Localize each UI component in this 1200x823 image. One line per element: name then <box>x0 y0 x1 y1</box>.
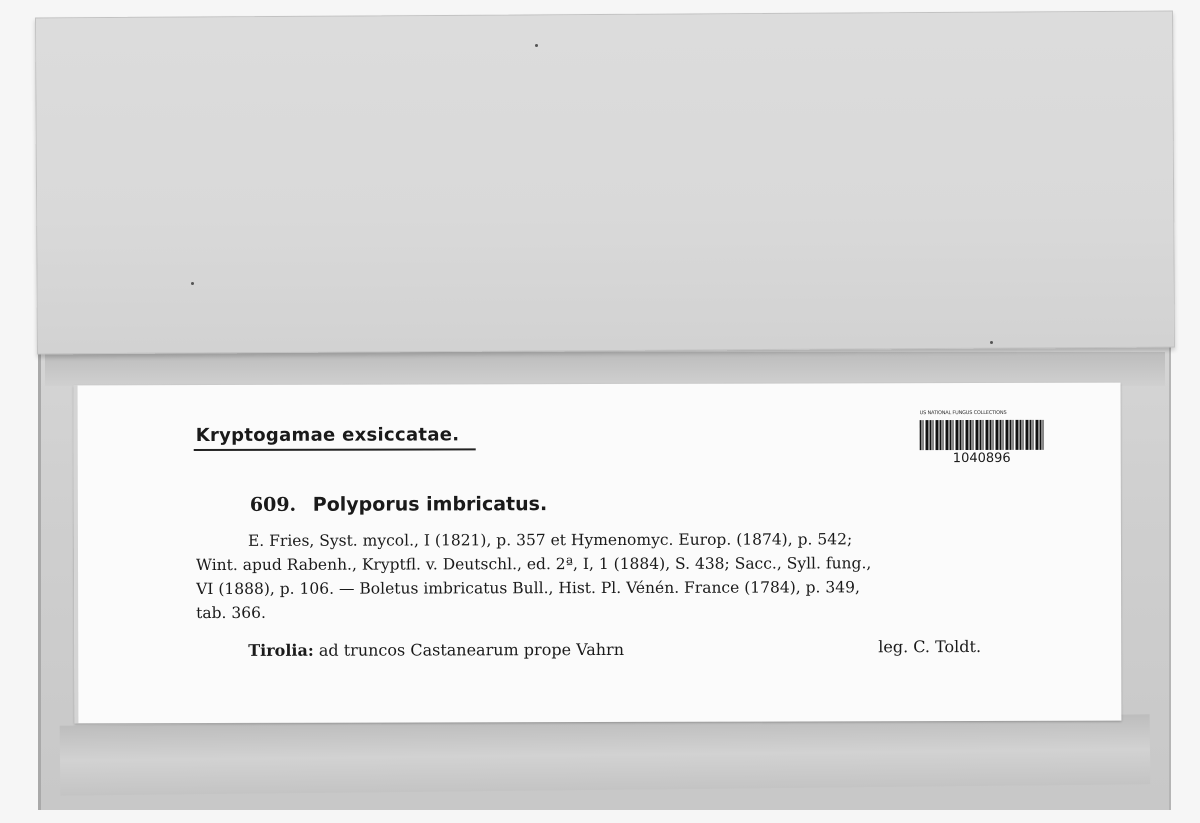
label-header: Kryptogamae exsiccatae. <box>195 424 460 447</box>
species-title <box>250 493 547 516</box>
envelope-fold <box>60 714 1151 795</box>
flap-shadow <box>45 352 1165 386</box>
barcode-icon <box>920 420 1044 450</box>
locality-text: ad truncos Castanearum prope Vahrn <box>318 639 625 660</box>
collector: leg. C. Toldt. <box>878 636 982 657</box>
locality <box>248 640 624 660</box>
locality-region: Tirolia: <box>248 640 314 660</box>
references <box>196 527 1028 625</box>
reference-line: tab. 366. <box>196 603 266 623</box>
reference-line: Wint. apud Rabenh., Kryptfl. v. Deutschl., ed. 2ª, I, 1 (1884), S. 438; Sacc., Syll. fung., <box>196 554 872 575</box>
barcode-number: 1040896 <box>952 450 1011 467</box>
header-underline <box>194 448 476 451</box>
species-name: Polyporus imbricatus. <box>312 493 548 516</box>
reference-line: E. Fries, Syst. mycol., I (1821), p. 357 et Hymenomyc. Europ. (1874), p. 542; <box>247 530 853 550</box>
barcode-heading: US NATIONAL FUNGUS COLLECTIONS <box>919 409 1007 417</box>
reference-line: VI (1888), p. 106. — Boletus imbricatus Bull., Hist. Pl. Vénén. France (1784), p. 349, <box>196 578 860 599</box>
speck <box>191 282 194 285</box>
barcode-block <box>920 410 1054 470</box>
species-number: 609. <box>249 493 297 516</box>
speck <box>990 341 993 344</box>
speck <box>535 44 538 47</box>
specimen-label <box>74 383 1122 724</box>
envelope-flap <box>35 11 1175 355</box>
